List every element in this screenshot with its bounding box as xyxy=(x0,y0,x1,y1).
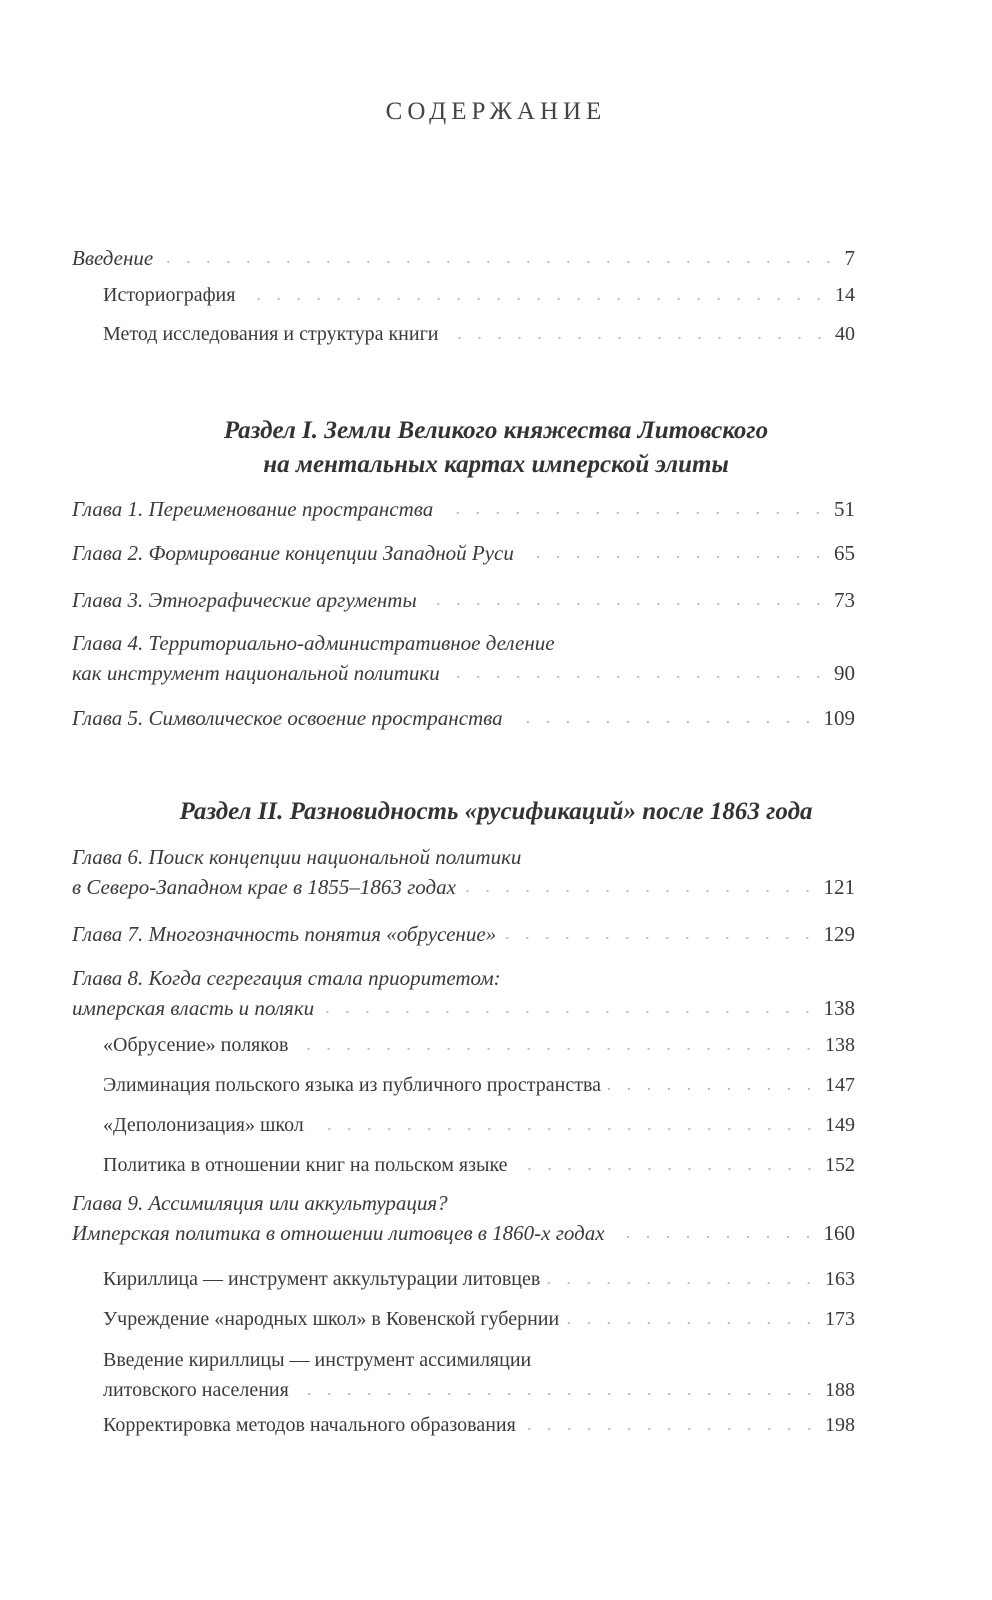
dot-leader xyxy=(514,1166,819,1172)
page-number: 14 xyxy=(835,284,855,306)
toc-entry[interactable] xyxy=(72,628,855,688)
entry-title: Глава 7. Многозначность понятия «обрусение» xyxy=(72,922,497,946)
section-heading: Раздел II. Разновидность «русификаций» после 1863 года xyxy=(179,798,813,825)
entry-title: Корректировка методов начального образования xyxy=(103,1414,516,1436)
toc-entry[interactable] xyxy=(103,1070,855,1100)
dot-leader xyxy=(565,1320,819,1326)
dot-leader xyxy=(439,510,828,516)
toc-entry[interactable] xyxy=(72,1188,855,1248)
toc-entry[interactable] xyxy=(72,842,855,902)
toc-entry[interactable] xyxy=(103,280,855,310)
toc-entry[interactable] xyxy=(103,1264,855,1294)
page-number: 109 xyxy=(823,706,855,730)
page-number: 198 xyxy=(825,1414,855,1436)
section-heading xyxy=(0,414,992,482)
page-number: 121 xyxy=(823,875,855,899)
toc-entry[interactable] xyxy=(103,1030,855,1060)
toc-entry[interactable] xyxy=(72,703,855,733)
dot-leader xyxy=(241,296,829,302)
entry-title: Глава 1. Переименование пространства xyxy=(72,497,434,521)
dot-leader xyxy=(462,888,818,894)
page-number: 188 xyxy=(825,1379,855,1401)
entry-title: Кириллица — инструмент аккультурации литовцев xyxy=(103,1268,541,1290)
toc-entry[interactable] xyxy=(103,1410,855,1440)
entry-title: Глава 5. Символическое освоение пространства xyxy=(72,706,503,730)
page-number: 163 xyxy=(825,1268,855,1290)
entry-title: «Деполонизация» школ xyxy=(103,1114,304,1136)
dot-leader xyxy=(295,1391,819,1397)
toc-entry[interactable] xyxy=(103,1304,855,1334)
entry-title: имперская власть и поляки xyxy=(72,996,315,1020)
dot-leader xyxy=(611,1234,818,1240)
entry-title: Историография xyxy=(103,284,236,306)
page-number: 138 xyxy=(823,996,855,1020)
section-heading-line: Раздел I. Земли Великого княжества Литовского xyxy=(223,417,769,444)
page-number: 40 xyxy=(835,323,855,345)
entry-title: как инструмент национальной политики xyxy=(72,661,440,685)
toc-entry[interactable] xyxy=(103,319,855,349)
page-number: 147 xyxy=(825,1074,855,1096)
entry-title: Введение xyxy=(72,246,154,270)
page-number: 65 xyxy=(834,541,855,565)
toc-entry[interactable] xyxy=(72,919,855,949)
entry-title: Введение кириллицы — инструмент ассимиляции xyxy=(103,1349,532,1371)
entry-title: Учреждение «народных школ» в Ковенской губернии xyxy=(103,1308,560,1330)
page-title: СОДЕРЖАНИЕ xyxy=(385,98,607,125)
toc-entry[interactable] xyxy=(103,1150,855,1180)
entry-title: Политика в отношении книг на польском языке xyxy=(103,1154,508,1176)
dot-leader xyxy=(159,259,838,265)
entry-title: Глава 8. Когда сегрегация стала приоритетом: xyxy=(72,966,501,990)
entry-title: Глава 9. Ассимиляция или аккультурация? xyxy=(72,1191,448,1215)
dot-leader xyxy=(509,719,818,725)
dot-leader xyxy=(546,1280,819,1286)
page-number: 138 xyxy=(825,1034,855,1056)
dot-leader xyxy=(423,601,828,607)
entry-title: в Северо-Западном крае в 1855–1863 годах xyxy=(72,875,456,899)
toc-entry[interactable] xyxy=(72,243,855,273)
dot-leader xyxy=(522,1426,819,1432)
dot-leader xyxy=(446,674,828,680)
entry-title: Глава 6. Поиск концепции национальной политики xyxy=(72,845,522,869)
dot-leader xyxy=(502,935,817,941)
dot-leader xyxy=(445,335,830,341)
section-heading-line: на ментальных картах имперской элиты xyxy=(263,451,729,478)
entry-title: Глава 3. Этнографические аргументы xyxy=(72,588,417,612)
page-number: 73 xyxy=(834,588,855,612)
dot-leader xyxy=(310,1126,819,1132)
dot-leader xyxy=(607,1086,819,1092)
toc-entry[interactable] xyxy=(103,1345,855,1405)
dot-leader xyxy=(520,554,828,560)
entry-title: Глава 4. Территориально-административное деление xyxy=(72,631,555,655)
entry-title: Элиминация польского языка из публичного пространства xyxy=(103,1074,602,1096)
toc-entry[interactable] xyxy=(72,963,855,1023)
toc-entry[interactable] xyxy=(72,585,855,615)
entry-title: «Обрусение» поляков xyxy=(103,1034,289,1056)
entry-title: литовского населения xyxy=(103,1379,289,1401)
page-number: 149 xyxy=(825,1114,855,1136)
page-number: 152 xyxy=(825,1154,855,1176)
toc-entry[interactable] xyxy=(72,494,855,524)
page-number: 129 xyxy=(823,922,855,946)
entry-title: Глава 2. Формирование концепции Западной Руси xyxy=(72,541,514,565)
page-number: 90 xyxy=(834,661,855,685)
entry-title: Имперская политика в отношении литовцев в 1860-х годах xyxy=(72,1221,605,1245)
dot-leader xyxy=(294,1046,819,1052)
toc-entry[interactable] xyxy=(72,538,855,568)
page-number: 160 xyxy=(823,1221,855,1245)
page-number: 7 xyxy=(844,246,855,270)
page-number: 51 xyxy=(834,497,855,521)
dot-leader xyxy=(320,1009,817,1015)
toc-entry[interactable] xyxy=(103,1110,855,1140)
entry-title: Метод исследования и структура книги xyxy=(103,323,439,345)
page-number: 173 xyxy=(825,1308,855,1330)
